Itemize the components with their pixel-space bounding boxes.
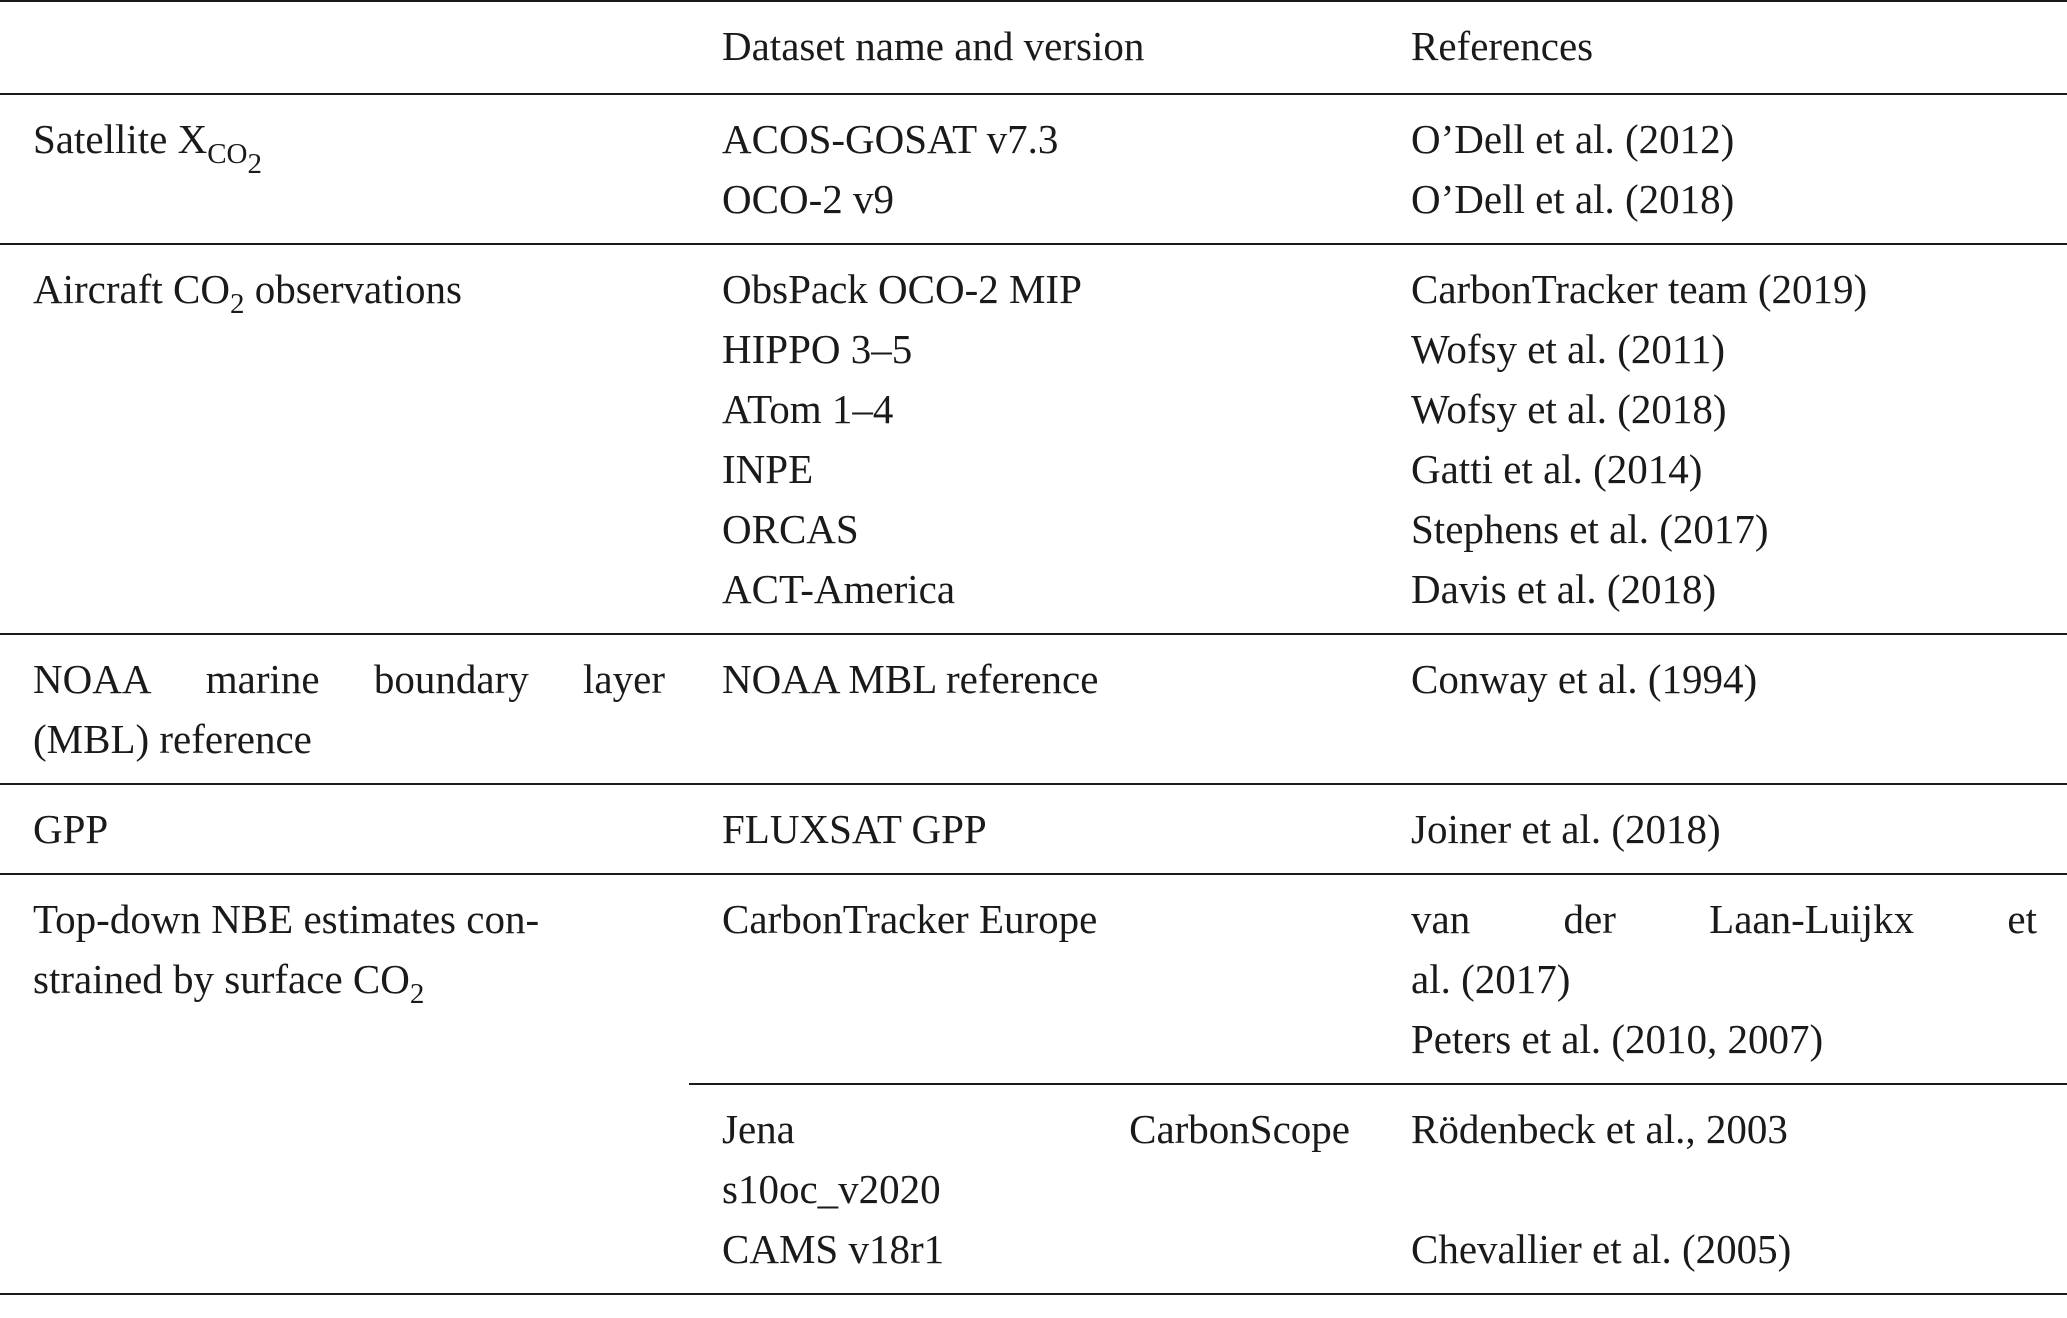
dataset-cell (689, 244, 1378, 634)
category-cell (0, 94, 689, 244)
category-word: layer (583, 656, 665, 702)
category-label-sub: 2 (409, 978, 425, 1010)
category-label: GPP (33, 806, 109, 852)
dataset-name: CAMS v18r1 (722, 1226, 945, 1272)
category-word: NOAA (33, 656, 152, 702)
category-label: strained by surface CO (33, 956, 410, 1002)
reference-line (1411, 889, 2037, 949)
category-label-subsub: 2 (247, 148, 263, 180)
reference-text: O’Dell et al. (2012) (1411, 116, 1735, 162)
reference-text: Joiner et al. (2018) (1411, 806, 1721, 852)
category-label: Top-down NBE estimates con- (33, 896, 540, 942)
dataset-name: ACT-America (722, 566, 956, 612)
reference-cell (1378, 244, 2067, 634)
reference-text: Gatti et al. (2014) (1411, 446, 1703, 492)
header-references: References (1411, 23, 1594, 69)
table-header-row (0, 1, 2067, 94)
reference-word: Laan-Luijkx (1709, 896, 1915, 942)
reference-cell (1378, 1084, 2067, 1294)
category-label-suffix: observations (244, 266, 462, 312)
reference-word: van (1411, 896, 1471, 942)
dataset-name: ORCAS (722, 506, 859, 552)
dataset-cell (689, 874, 1378, 1084)
dataset-name: HIPPO 3–5 (722, 326, 913, 372)
category-cell (0, 784, 689, 874)
table-row (0, 874, 2067, 1084)
reference-cell (1378, 874, 2067, 1084)
table-row (0, 784, 2067, 874)
reference-text: Peters et al. (2010, 2007) (1411, 1016, 1824, 1062)
dataset-word: CarbonScope (1129, 1106, 1350, 1152)
reference-text: Davis et al. (2018) (1411, 566, 1717, 612)
dataset-cell (689, 1084, 1378, 1294)
category-label-sub: CO (207, 138, 248, 170)
table-row (0, 244, 2067, 634)
category-cell (0, 634, 689, 784)
reference-text: O’Dell et al. (2018) (1411, 176, 1735, 222)
category-label: (MBL) reference (33, 716, 312, 762)
dataset-name: ACOS-GOSAT v7.3 (722, 116, 1059, 162)
dataset-cell (689, 94, 1378, 244)
dataset-name: CarbonTracker Europe (722, 896, 1098, 942)
reference-cell (1378, 784, 2067, 874)
reference-word: der (1563, 896, 1616, 942)
dataset-name: OCO-2 v9 (722, 176, 894, 222)
dataset-line (722, 1099, 1350, 1159)
reference-text: Chevallier et al. (2005) (1411, 1226, 1792, 1272)
reference-text: Stephens et al. (2017) (1411, 506, 1769, 552)
category-label: Aircraft CO (33, 266, 230, 312)
category-cell (0, 244, 689, 634)
reference-spacer (1411, 1159, 2037, 1219)
dataset-name: ATom 1–4 (722, 386, 894, 432)
header-dataset: Dataset name and version (722, 23, 1145, 69)
reference-text: Wofsy et al. (2018) (1411, 386, 1727, 432)
dataset-word: Jena (722, 1106, 795, 1152)
dataset-name: ObsPack OCO-2 MIP (722, 266, 1082, 312)
reference-word: et (2007, 896, 2037, 942)
reference-text: Wofsy et al. (2011) (1411, 326, 1725, 372)
dataset-name: INPE (722, 446, 814, 492)
category-word: boundary (373, 656, 529, 702)
category-label-sub: 2 (229, 288, 245, 320)
reference-cell (1378, 634, 2067, 784)
reference-cell (1378, 94, 2067, 244)
reference-text: Rödenbeck et al., 2003 (1411, 1106, 1788, 1152)
category-label: Satellite X (33, 116, 208, 162)
category-cell (0, 874, 689, 1294)
dataset-name: s10oc_v2020 (722, 1166, 941, 1212)
reference-text: al. (2017) (1411, 956, 1571, 1002)
reference-text: CarbonTracker team (2019) (1411, 266, 1868, 312)
dataset-name: FLUXSAT GPP (722, 806, 987, 852)
dataset-cell (689, 634, 1378, 784)
reference-text: Conway et al. (1994) (1411, 656, 1758, 702)
category-word: marine (205, 656, 320, 702)
dataset-name: NOAA MBL reference (722, 656, 1099, 702)
header-category (0, 1, 689, 94)
dataset-cell (689, 784, 1378, 874)
table-row (0, 94, 2067, 244)
table-row (0, 634, 2067, 784)
category-label-line (33, 649, 665, 709)
